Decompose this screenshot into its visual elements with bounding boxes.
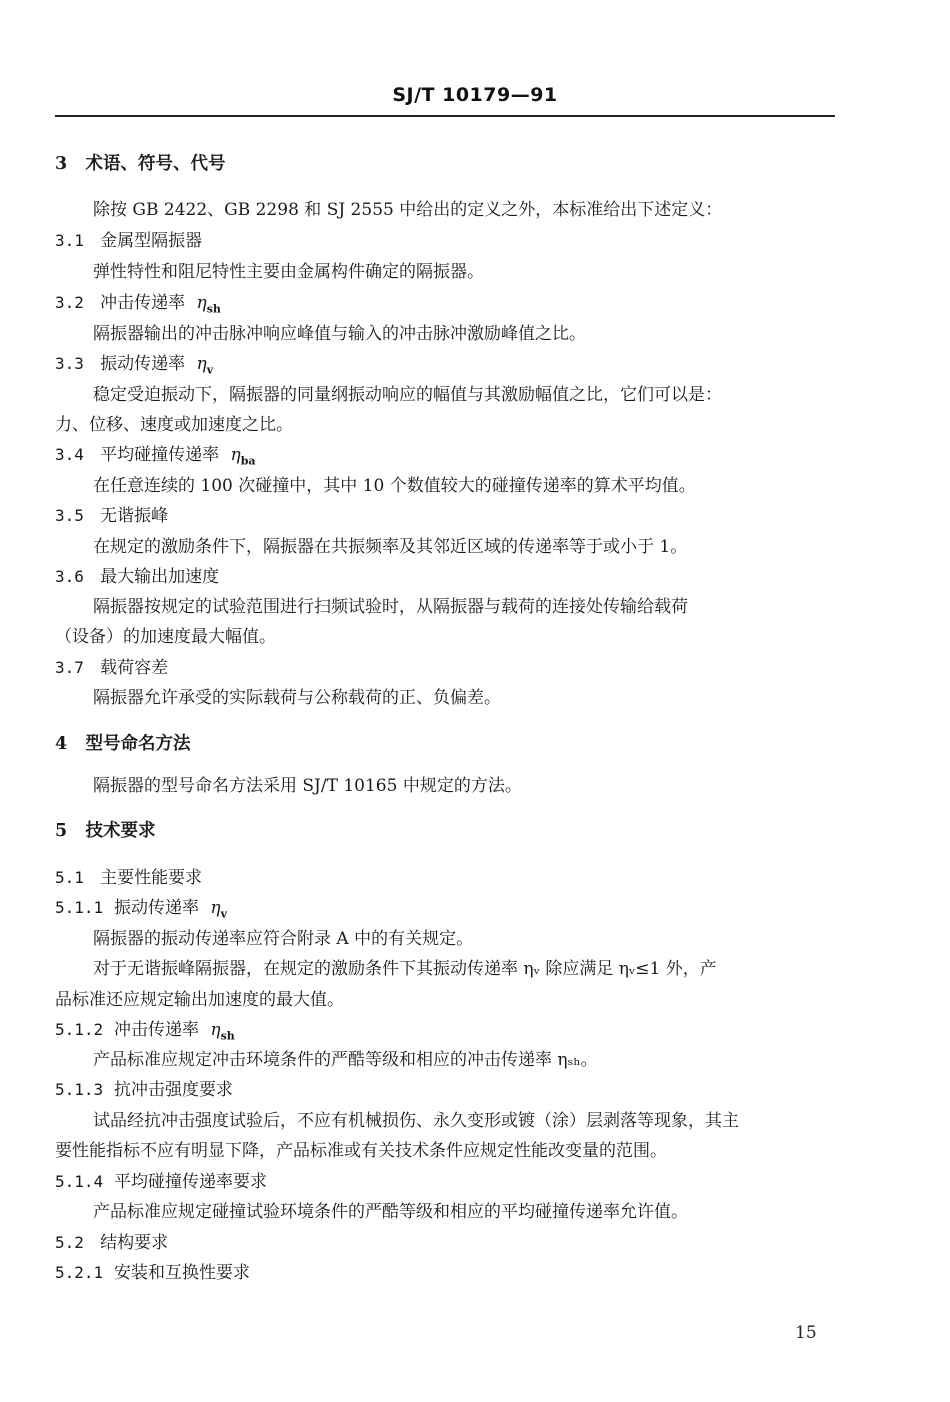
clause-number: 5.2.1 xyxy=(55,1263,104,1282)
clause-5-1-3-heading xyxy=(55,1078,233,1102)
clause-5-1-1-body-line1: 隔振器的振动传递率应符合附录 A 中的有关规定。 xyxy=(93,929,474,949)
clause-3-7-body: 隔振器允许承受的实际载荷与公称载荷的正、负偏差。 xyxy=(93,688,501,708)
clause-title: 无谐振峰 xyxy=(100,506,169,526)
clause-5-2-1-heading xyxy=(55,1261,250,1285)
clause-3-1-body: 弹性特性和阻尼特性主要由金属构件确定的隔振器。 xyxy=(93,262,484,282)
clause-number: 5.2 xyxy=(55,1233,84,1252)
clause-number: 3.6 xyxy=(55,567,84,586)
clause-title: 振动传递率 xyxy=(113,898,199,918)
clause-5-1-3-body-line1: 试品经抗冲击强度试验后，不应有机械损伤、永久变形或镀（涂）层剥落等现象，其主 xyxy=(93,1111,739,1131)
section-4-heading xyxy=(55,732,190,756)
eta-symbol: $\eta_{sh}$ xyxy=(196,293,221,316)
eta-symbol: $\eta_{sh}$ xyxy=(210,1020,235,1043)
clause-title: 结构要求 xyxy=(100,1233,169,1253)
clause-title: 振动传递率 xyxy=(100,354,186,374)
eta-symbol: $\eta_v$ xyxy=(196,354,214,377)
clause-3-4-heading xyxy=(55,443,256,473)
clause-5-1-3-body-line2: 要性能指标不应有明显下降，产品标准或有关技术条件应规定性能改变量的范围。 xyxy=(55,1141,667,1161)
section-3-intro: 除按 GB 2422、GB 2298 和 SJ 2555 中给出的定义之外，本标准给出下述定义： xyxy=(93,200,723,220)
clause-5-1-heading xyxy=(55,866,202,890)
clause-3-3-heading xyxy=(55,352,213,382)
clause-number: 5.1.1 xyxy=(55,898,104,917)
clause-title: 平均碰撞传递率 xyxy=(100,445,220,465)
clause-3-1-heading xyxy=(55,229,202,253)
clause-number: 3.5 xyxy=(55,506,84,525)
clause-3-7-heading xyxy=(55,656,168,680)
clause-number: 3.3 xyxy=(55,354,84,373)
section-title: 术语、符号、代号 xyxy=(85,154,226,174)
clause-3-5-body: 在规定的激励条件下，隔振器在共振频率及其邻近区域的传递率等于或小于 1。 xyxy=(93,537,688,557)
clause-title: 冲击传递率 xyxy=(100,293,186,313)
section-number: 5 xyxy=(55,821,68,841)
clause-3-6-heading xyxy=(55,565,219,589)
section-number: 4 xyxy=(55,734,68,754)
section-number: 3 xyxy=(55,154,68,174)
clause-5-1-1-heading xyxy=(55,896,227,926)
section-3-heading xyxy=(55,152,225,176)
eta-symbol: $\eta_{ba}$ xyxy=(230,445,256,468)
clause-number: 3.1 xyxy=(55,231,84,250)
clause-5-1-4-body: 产品标准应规定碰撞试验环境条件的严酷等级和相应的平均碰撞传递率允许值。 xyxy=(93,1202,688,1222)
clause-title: 载荷容差 xyxy=(100,658,169,678)
clause-number: 5.1 xyxy=(55,868,84,887)
section-5-heading xyxy=(55,819,155,843)
clause-number: 3.4 xyxy=(55,445,84,464)
clause-3-6-body-line1: 隔振器按规定的试验范围进行扫频试验时，从隔振器与载荷的连接处传输给载荷 xyxy=(93,597,688,617)
clause-5-1-2-heading xyxy=(55,1018,235,1048)
page-number: 15 xyxy=(795,1323,817,1343)
clause-3-6-body-line2: （设备）的加速度最大幅值。 xyxy=(55,627,276,647)
clause-number: 5.1.4 xyxy=(55,1172,104,1191)
clause-5-1-2-body: 产品标准应规定冲击环境条件的严酷等级和相应的冲击传递率 ηₛₕ。 xyxy=(93,1050,598,1070)
eta-symbol: $\eta_v$ xyxy=(210,898,227,921)
section-title: 型号命名方法 xyxy=(85,734,191,754)
clause-number: 3.2 xyxy=(55,293,84,312)
clause-title: 最大输出加速度 xyxy=(100,567,220,587)
clause-3-3-body-line2: 力、位移、速度或加速度之比。 xyxy=(55,415,293,435)
clause-number: 3.7 xyxy=(55,658,84,677)
clause-title: 冲击传递率 xyxy=(113,1020,199,1040)
clause-3-2-heading xyxy=(55,291,221,321)
header-rule xyxy=(55,115,835,117)
clause-3-2-body: 隔振器输出的冲击脉冲响应峰值与输入的冲击脉冲激励峰值之比。 xyxy=(93,324,586,344)
section-title: 技术要求 xyxy=(85,821,156,841)
clause-title: 主要性能要求 xyxy=(100,868,203,888)
clause-3-5-heading xyxy=(55,504,168,528)
clause-title: 抗冲击强度要求 xyxy=(113,1080,233,1100)
standard-code-header: SJ/T 10179—91 xyxy=(392,84,558,106)
section-4-body: 隔振器的型号命名方法采用 SJ/T 10165 中规定的方法。 xyxy=(93,776,522,796)
clause-5-1-1-body-line3: 品标准还应规定输出加速度的最大值。 xyxy=(55,990,344,1010)
clause-title: 平均碰撞传递率要求 xyxy=(113,1172,267,1192)
clause-number: 5.1.3 xyxy=(55,1080,104,1099)
clause-number: 5.1.2 xyxy=(55,1020,104,1039)
clause-5-1-1-body-line2: 对于无谐振峰隔振器，在规定的激励条件下其振动传递率 ηᵥ 除应满足 ηᵥ≤1 外，产 xyxy=(93,959,717,979)
clause-title: 金属型隔振器 xyxy=(100,231,203,251)
clause-3-4-body: 在任意连续的 100 次碰撞中，其中 10 个数值较大的碰撞传递率的算术平均值。 xyxy=(93,476,696,496)
clause-5-2-heading xyxy=(55,1231,168,1255)
clause-title: 安装和互换性要求 xyxy=(113,1263,250,1283)
clause-3-3-body-line1: 稳定受迫振动下，隔振器的同量纲振动响应的幅值与其激励幅值之比，它们可以是： xyxy=(93,385,722,405)
clause-5-1-4-heading xyxy=(55,1170,267,1194)
